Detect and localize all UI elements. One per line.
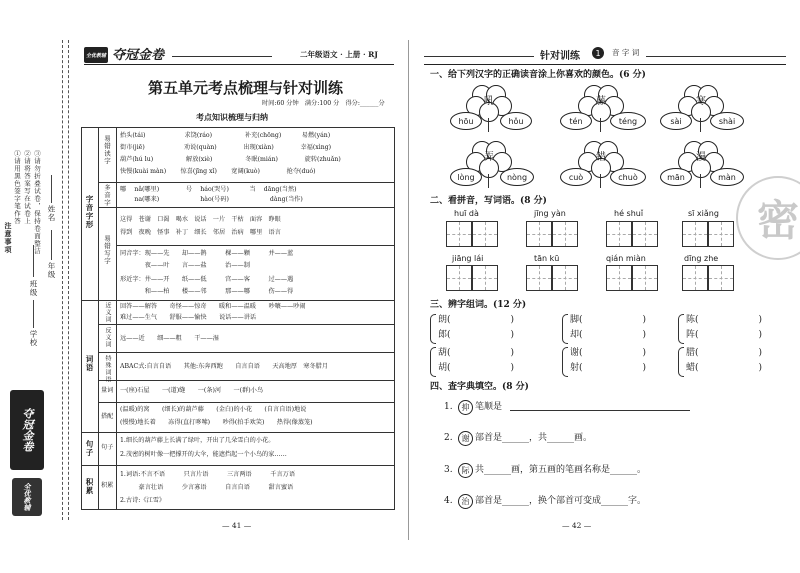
brace — [678, 347, 684, 377]
flower-char: 吼 — [484, 96, 494, 107]
dapei-line: (温暖)的窝 (细长)的葫芦藤 (金白)的小花 (自言自语)地说 — [120, 406, 307, 413]
q4-text: 共______画，第五画的笔画名称是______。 — [475, 465, 647, 475]
char-pair-item: 郎( ) — [438, 330, 515, 340]
name-label: 姓名 — [47, 205, 56, 222]
school-label: 学校 — [29, 330, 38, 347]
reading-option[interactable]: shài — [710, 112, 744, 130]
jilei-line: 1.词语:不言不语 只言片语 三言两语 千言万语 — [120, 471, 296, 478]
exam-meta: 时间:60 分钟 满分:100 分 得分:______分 — [262, 100, 385, 107]
pinyin-label: jiāng lái — [452, 254, 484, 263]
write-box[interactable] — [632, 265, 658, 291]
header-sub: 音 字 词 — [612, 48, 640, 57]
reading-option[interactable]: sài — [660, 112, 692, 130]
pinyin-label: hé shuǐ — [614, 209, 644, 218]
reading-option[interactable]: hǒu — [500, 112, 532, 130]
write-box[interactable] — [526, 221, 552, 247]
char-pair-item: 葫( ) — [438, 348, 515, 358]
char-pair-item: 射( ) — [570, 363, 647, 373]
yidu-line: 葫芦(hú lu) 解放(xiè) 冬眠(mián) 旋转(zhuǎn) — [120, 156, 341, 163]
q4-num: 4. — [444, 496, 453, 506]
right-page — [416, 0, 800, 573]
yixie-line: 夜——叶 言——盐 治——制 — [120, 262, 306, 269]
yixie-line: 同音字：现——先 却——鹊 棵——颗 并——蓝 — [120, 250, 312, 257]
write-box[interactable] — [708, 221, 734, 247]
write-box[interactable] — [606, 221, 632, 247]
reading-option[interactable]: cuò — [560, 168, 592, 186]
write-box[interactable] — [708, 265, 734, 291]
category-ciyu: 词语 — [85, 355, 94, 372]
dict-char: 谢 — [458, 431, 473, 446]
header-brand: 全优教辅 — [84, 47, 108, 63]
yidu-line: 街市(jiē) 劝说(quàn) 出现(xiàn) 幸福(xìng) — [120, 144, 332, 151]
char-pair-item: 腊( ) — [686, 348, 763, 358]
write-box[interactable] — [526, 265, 552, 291]
dict-char: 际 — [458, 463, 473, 478]
brace — [678, 314, 684, 344]
brace — [562, 314, 568, 344]
jinyi-line: 难过——生气 舒服——愉快 说话——讲话 — [120, 314, 257, 321]
yidu-line: 抬头(tái) 求饶(ráo) 补充(chōng) 易燃(yán) — [120, 132, 331, 139]
flower-char: 错 — [596, 152, 606, 163]
pinyin-label: tān kū — [534, 254, 560, 263]
dict-char: 治 — [458, 494, 473, 509]
write-box[interactable] — [632, 221, 658, 247]
section-subtitle: 考点知识梳理与归纳 — [196, 112, 268, 122]
brace — [430, 314, 436, 344]
label-teshu: 特殊词语 — [104, 355, 111, 383]
header-subject: 二年级语文 · 上册 · RJ — [300, 50, 378, 59]
q4-text: 部首是______，换个部首可变成______字。 — [475, 496, 647, 506]
liangci-line: 一(座)石屋 一(道)缝 一(条)河 一(群)小鸟 — [120, 387, 264, 394]
juzi-line: 1.细长的葫芦藤上长满了绿叶，开出了几朵雪白的小花。 — [120, 437, 275, 444]
reading-option[interactable]: chuò — [610, 168, 646, 186]
q4-text: 笔顺是 — [475, 402, 503, 412]
char-pair-item: 胡( ) — [438, 363, 515, 373]
reading-option[interactable]: hōu — [450, 112, 482, 130]
fanyi-line: 远——近 细——粗 干——湿 — [120, 335, 281, 342]
write-box[interactable] — [606, 265, 632, 291]
q2-title: 二、看拼音，写词语。(8 分) — [430, 196, 547, 206]
q4-text: 部首是______，共______画。 — [475, 433, 593, 443]
flower-char: 藤 — [596, 96, 606, 107]
flower-char: 漫 — [696, 152, 706, 163]
juzi-line: 2.茂密的树叶像一把撑开的大伞，能遮挡起一个小鸟的家…… — [120, 451, 287, 458]
header-num-badge: 1 — [592, 47, 604, 59]
char-pair-item: 朗( ) — [438, 315, 515, 325]
yixie-line: 这得 苍谢 口渴 喝水 说话 一片 干枯 面容 睁眼 — [120, 216, 288, 223]
write-box[interactable] — [446, 265, 472, 291]
duoyin-line: 哪 nǎ(哪里) 号 háo(哭号) 当 dāng(当然) — [120, 186, 297, 193]
pinyin-label: qián miàn — [606, 254, 646, 263]
q4-num: 3. — [444, 465, 453, 475]
write-box[interactable] — [446, 221, 472, 247]
teshu-line: ABAC式:自言自语 其他:东奔西跑 自言自语 天高地厚 寒冬腊月 — [120, 363, 329, 370]
dict-char: 抑 — [458, 400, 473, 415]
label-dapei: 搭配 — [101, 413, 114, 420]
brace — [430, 347, 436, 377]
reading-option[interactable]: tén — [560, 112, 592, 130]
confidential-seal: 密 — [736, 176, 800, 260]
answer-line[interactable] — [510, 398, 690, 411]
yidu-line: 快慢(kuài màn) 惊喜(jīng xǐ) 宽阔(kuò) 抢夺(duó) — [120, 168, 316, 175]
header-title: 针对训练 — [540, 51, 580, 62]
duoyin-line: na(哪来) hào(号码) dàng(当作) — [120, 196, 303, 203]
q4-num: 2. — [444, 433, 453, 443]
note-line: ①请用黑色签字笔作答 — [13, 150, 21, 225]
write-box[interactable] — [472, 265, 498, 291]
q1-title: 一、给下列汉字的正确读音涂上你喜欢的颜色。(6 分) — [430, 70, 646, 80]
label-liangci: 量词 — [101, 387, 114, 394]
jilei-line: 豪言壮语 少言寡语 自言自语 甜言蜜语 — [120, 484, 294, 491]
char-pair-item: 阵( ) — [686, 330, 763, 340]
yixie-line: 形近字：井——开 纸——低 宫——客 过——遇 — [120, 276, 312, 283]
label-jilei: 积累 — [101, 482, 114, 489]
q3-title: 三、辨字组词。(12 分) — [430, 300, 527, 310]
note-line: ②请将答案写在试卷上 — [23, 150, 31, 225]
page-number-left: — 41 — — [222, 521, 252, 530]
label-yidu: 易错读字 — [103, 135, 111, 165]
char-pair-item: 却( ) — [570, 330, 647, 340]
jilei-line: 2.古诗:《江雪》 — [120, 497, 166, 504]
write-box[interactable] — [682, 265, 708, 291]
reading-option[interactable]: téng — [610, 112, 646, 130]
pinyin-label: jīng yàn — [534, 209, 566, 218]
q4-num: 1. — [444, 402, 453, 412]
pinyin-label: sī xiǎng — [688, 209, 719, 218]
reading-option[interactable]: nòng — [500, 168, 534, 186]
category-jilei: 积累 — [85, 478, 94, 495]
label-jinyi: 近义词 — [104, 302, 111, 323]
brace — [562, 347, 568, 377]
jinyi-line: 回答——解答 奇怪——惊奇 暖和——温暖 吵嚷——吵闹 — [120, 303, 306, 310]
q4-title: 四、查字典填空。(8 分) — [430, 382, 529, 392]
reading-option[interactable]: màn — [710, 168, 744, 186]
char-pair-item: 陈( ) — [686, 315, 763, 325]
char-pair-item: 脚( ) — [570, 315, 647, 325]
write-box[interactable] — [472, 221, 498, 247]
header-logo: 夺冠金卷 — [112, 48, 165, 63]
char-pair-item: 蜡( ) — [686, 363, 763, 373]
left-page — [76, 0, 396, 573]
flower-char: 弄 — [484, 152, 494, 163]
page-title: 第五单元考点梳理与针对训练 — [148, 79, 344, 97]
grade-label: 年级 — [47, 262, 56, 279]
category-juzi: 句子 — [85, 440, 94, 457]
write-box[interactable] — [552, 265, 578, 291]
label-duoyin: 多音字 — [103, 184, 111, 207]
page-number-right: — 42 — — [562, 521, 592, 530]
label-yixie: 易错写字 — [103, 235, 111, 265]
strip-brand: 全优教辅 — [12, 478, 42, 516]
category-zici: 字音字形 — [85, 195, 94, 229]
class-label: 班级 — [29, 280, 38, 297]
strip-logo: 夺冠金卷 — [10, 390, 44, 470]
label-fanyi: 反义词 — [104, 327, 111, 348]
reading-option[interactable]: lòng — [450, 168, 482, 186]
yixie-line: 得到 夜晚 怪事 补丁 细长 邻居 治病 哪里 语言 — [120, 229, 281, 236]
pinyin-label: huī dà — [454, 209, 479, 218]
reading-option[interactable]: mān — [660, 168, 692, 186]
binding-strip — [0, 0, 72, 573]
write-box[interactable] — [682, 221, 708, 247]
write-box[interactable] — [552, 221, 578, 247]
flower-char: 寒 — [696, 96, 706, 107]
note-line: ③请勿折叠试卷，保持卷面整洁 — [33, 150, 41, 255]
pinyin-label: dīng zhe — [684, 254, 719, 263]
yixie-line: 和——柏 楼——邻 那——哪 伤——得 — [120, 288, 294, 295]
char-pair-item: 谢( ) — [570, 348, 647, 358]
note-title: 注意事项 — [4, 222, 13, 254]
dapei-line: (慢慢)地长着 冻得(直打哆嗦) 吵得(拍手欢笑) 热得(像蒸笼) — [120, 419, 313, 426]
label-juzi: 句子 — [101, 444, 114, 451]
